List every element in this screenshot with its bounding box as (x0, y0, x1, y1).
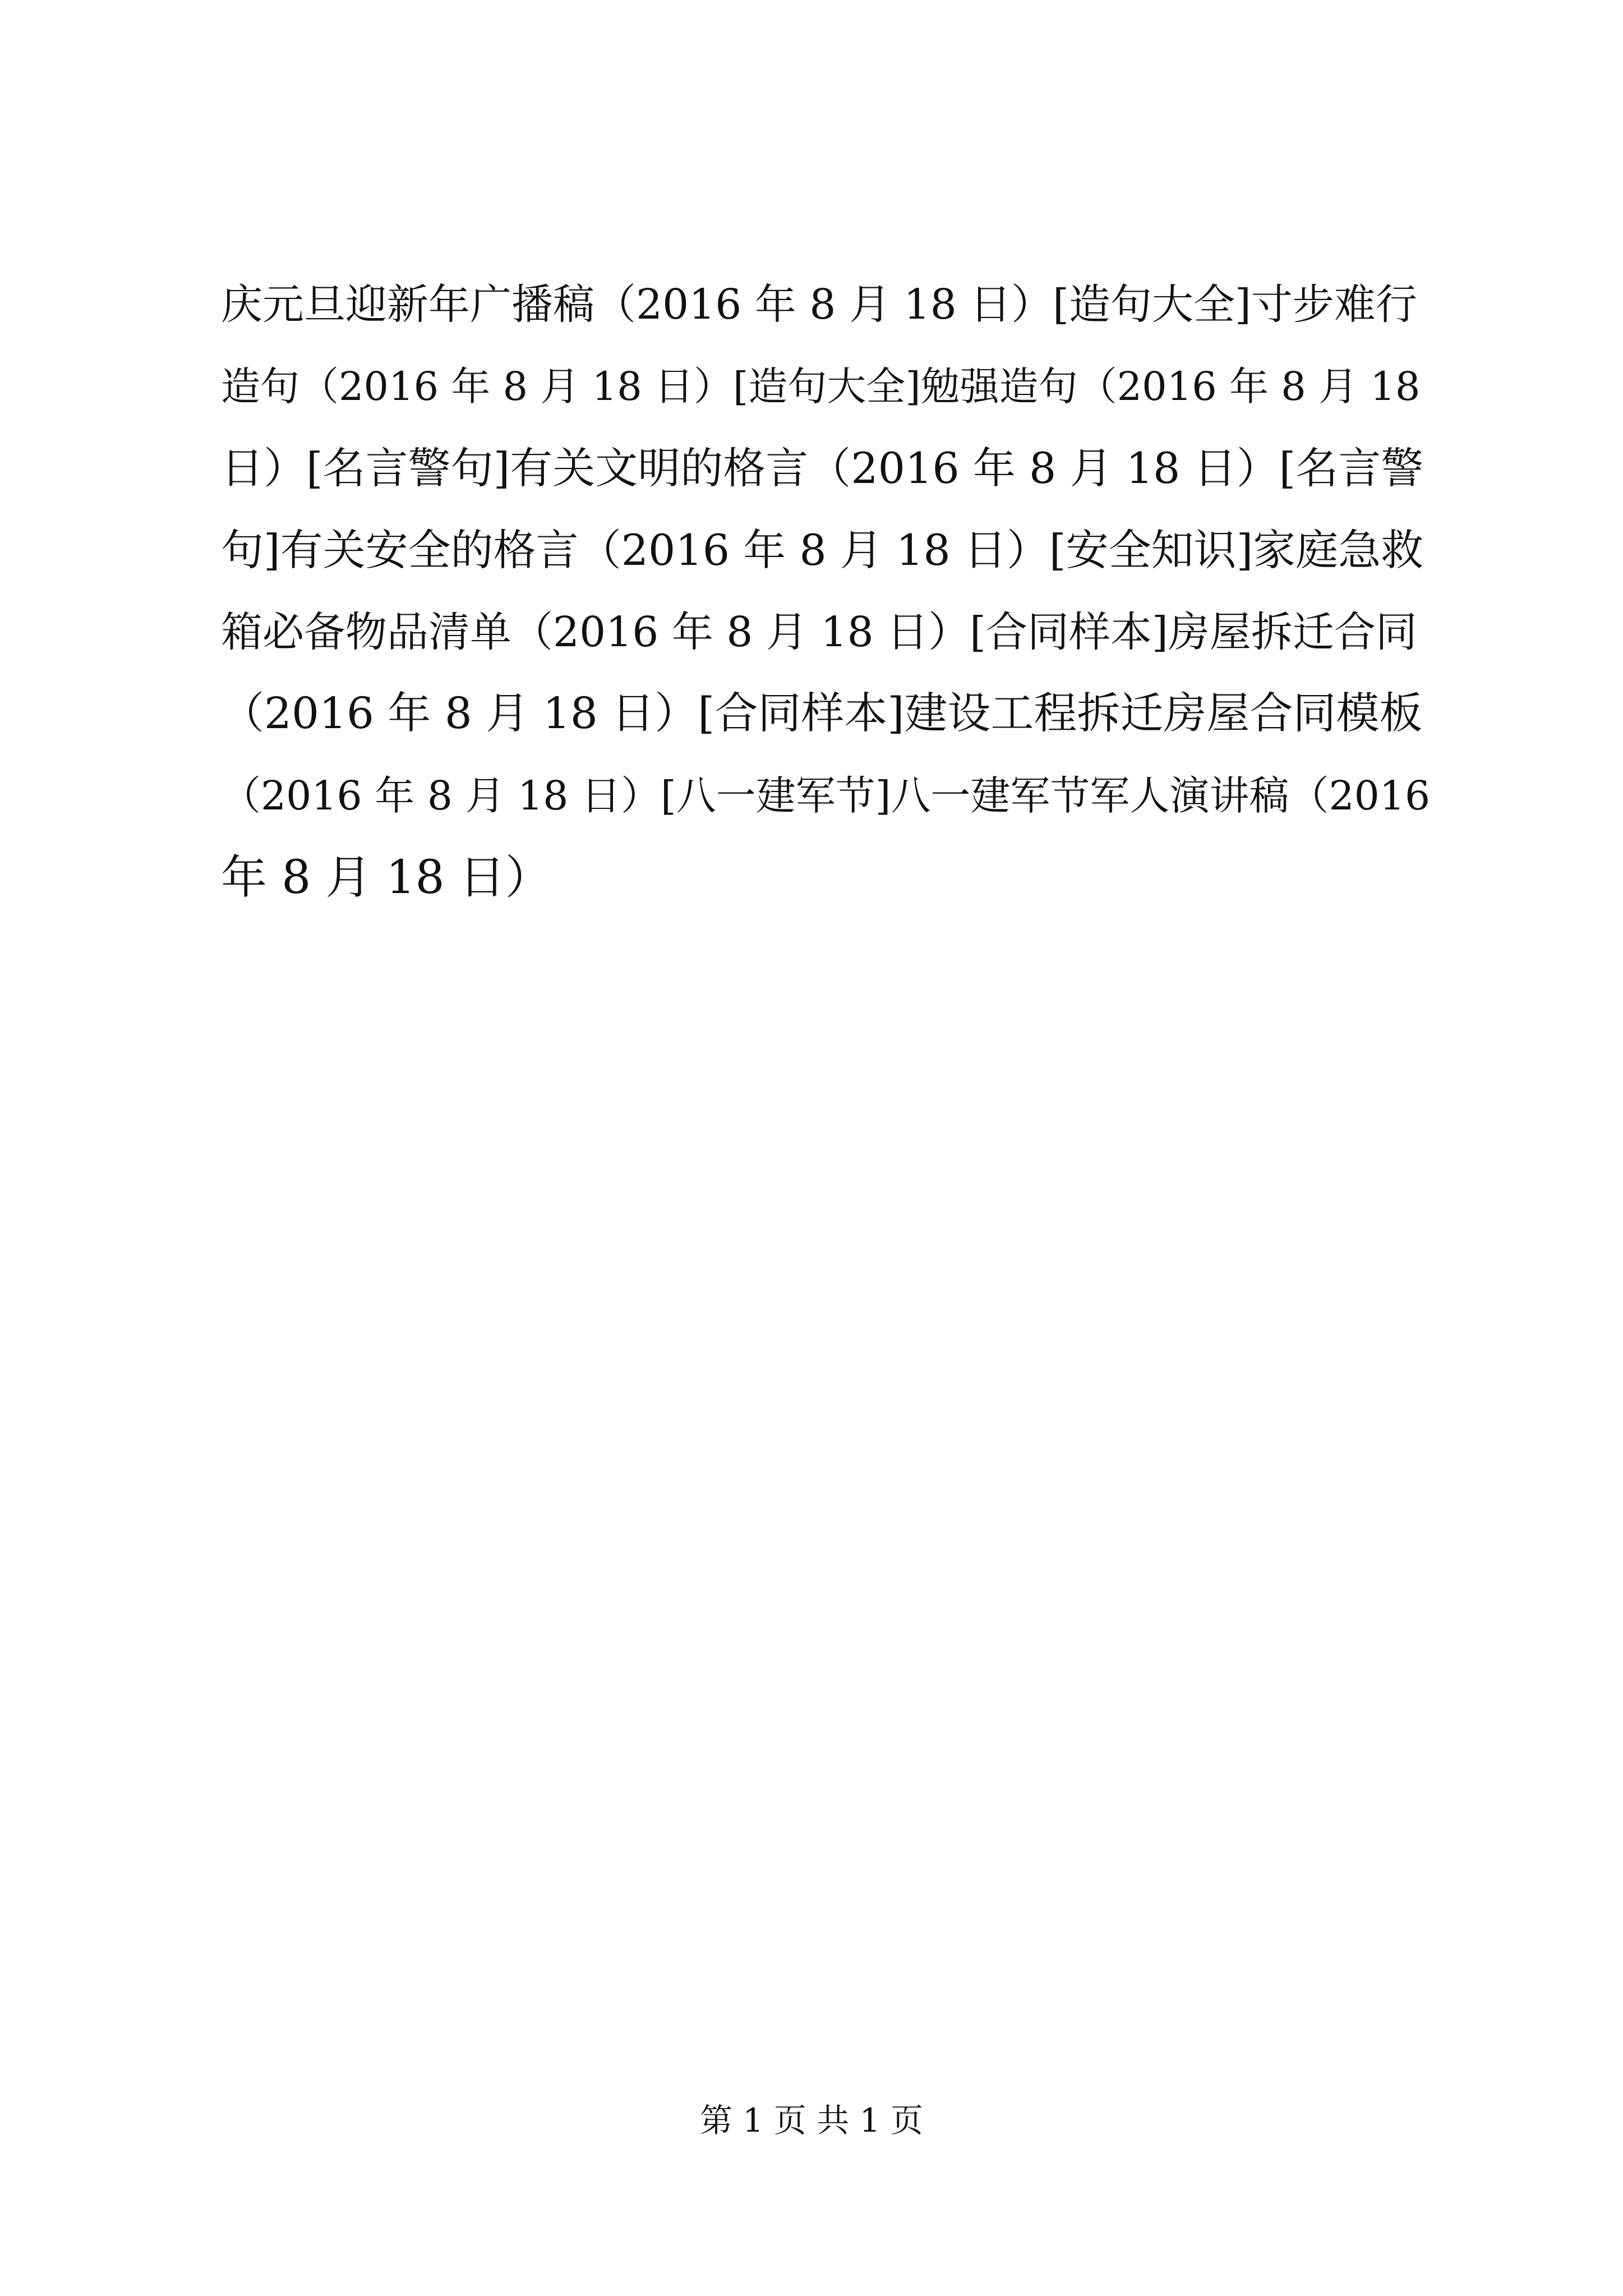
text-line-3: 日）[名言警句]有关文明的格言（2016 年 8 月 18 日）[名言警 (221, 443, 1424, 493)
text-line-2: 造句（2016 年 8 月 18 日）[造句大全]勉强造句（2016 年 8 月 18 (221, 364, 1421, 409)
text-line-6: （2016 年 8 月 18 日）[合同样本]建设工程拆迁房屋合同模板 (221, 689, 1423, 739)
text-line-5: 箱必备物品清单（2016 年 8 月 18 日）[合同样本]房屋拆迁合同 (221, 608, 1417, 656)
text-line-4: 句]有关安全的格言（2016 年 8 月 18 日）[安全知识]家庭急救 (221, 525, 1424, 575)
text-line-7: （2016 年 8 月 18 日）[八一建军节]八一建军节军人演讲稿（2016 (221, 772, 1431, 819)
text-line-1: 庆元旦迎新年广播稿（2016 年 8 月 18 日）[造句大全]寸步难行 (221, 280, 1417, 329)
page-footer: 第 1 页 共 1 页 (700, 2101, 923, 2139)
body-paragraph (221, 264, 1432, 919)
text-line-8: 年 8 月 18 日） (221, 851, 551, 904)
